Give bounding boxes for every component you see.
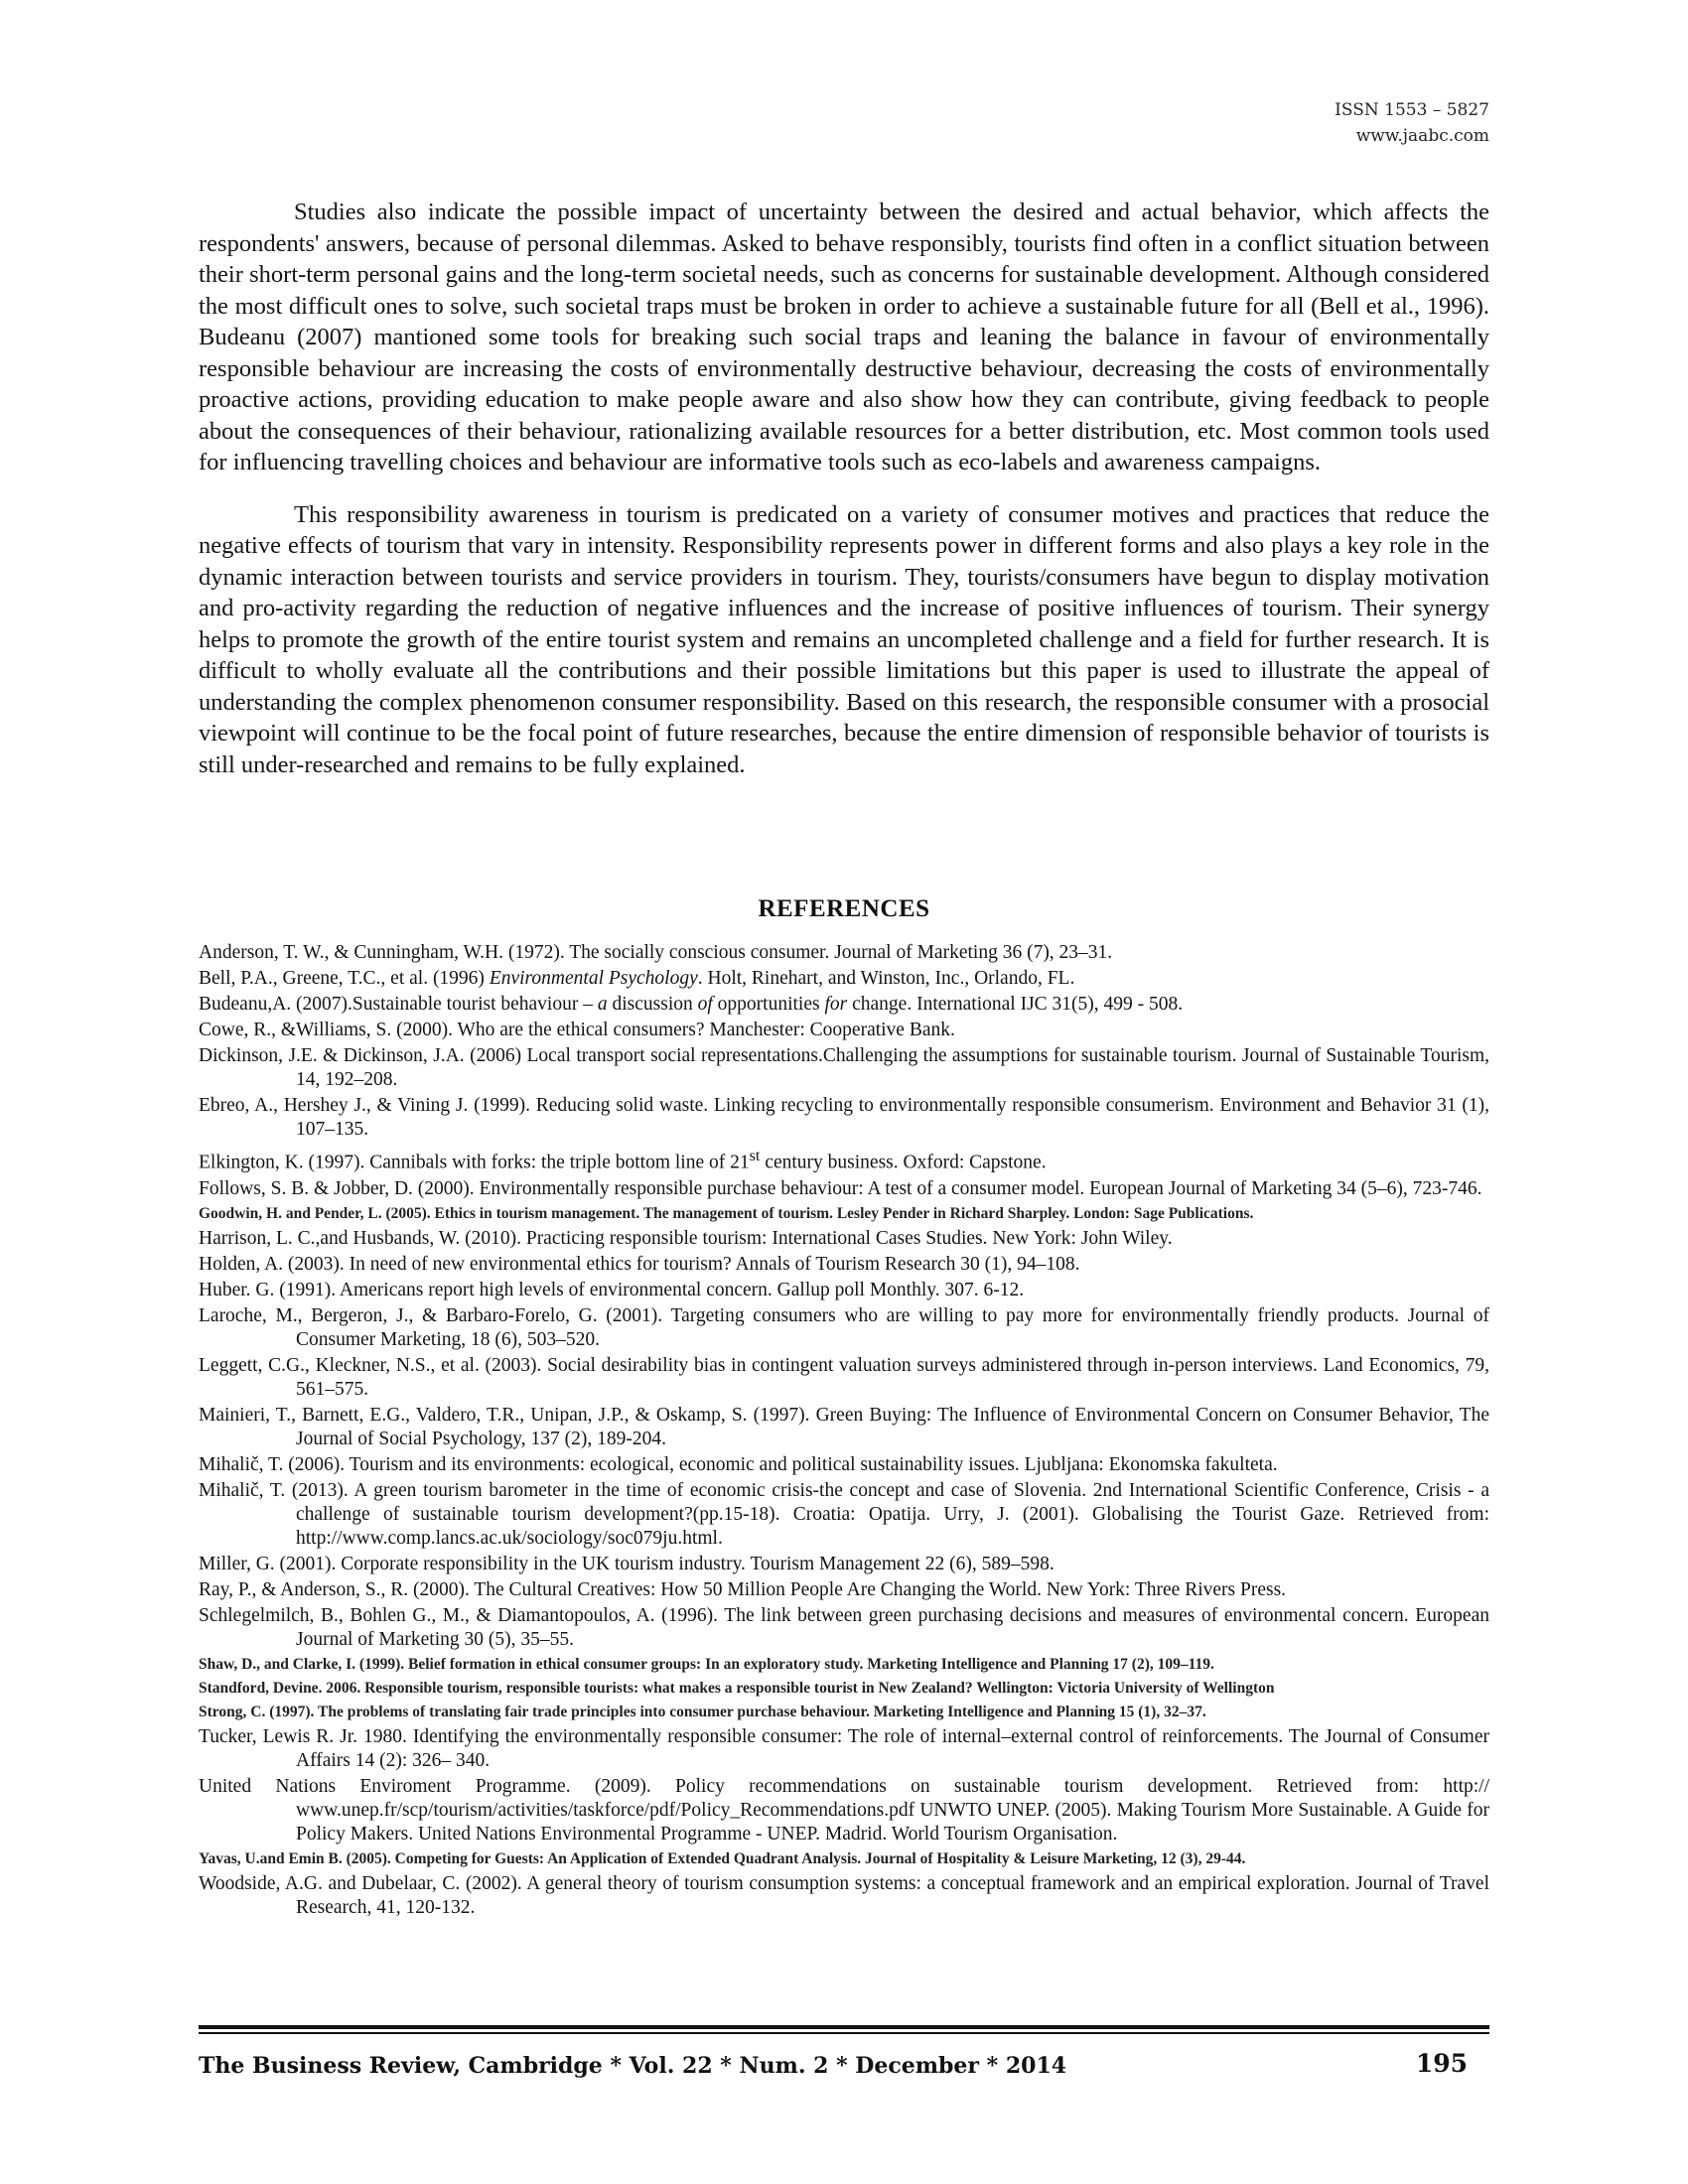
reference-item: Anderson, T. W., & Cunningham, W.H. (1972). The socially conscious consumer. Journal of Marketing 36 (7), 23–31. bbox=[199, 942, 1113, 963]
reference-item: Mihalič, T. (2013). A green tourism barometer in the time of economic crisis-the concept and case of Slovenia. 2nd International Scientific Conference, Crisis - a challenge of sustainable tourism development?(pp.15-18). Croatia: Opatija. Urry, J. (2001). Globalising the Tourist Gaze. Retrieved from: http://www.comp.lancs.ac.uk/sociology/soc079ju.html. bbox=[199, 1479, 1489, 1549]
reference-item: United Nations Enviroment Programme. (2009). Policy recommendations on sustainable tourism development. Retrieved from: http:// www.unep.fr/scp/tourism/activities/taskforce/pdf/Policy_Recommendations.pdf UNWTO UNEP. (2005). Making Tourism More Sustainable. A Guide for Policy Makers. United Nations Environmental Programme - UNEP. Madrid. World Tourism Organisation. bbox=[199, 1775, 1489, 1844]
reference-text: Budeanu,A. (2007).Sustainable tourist behaviour – bbox=[199, 994, 598, 1015]
body-text bbox=[199, 197, 1489, 801]
body-paragraph: This responsibility awareness in tourism is predicated on a variety of consumer motives and practices that reduce the negative effects of tourism that vary in intensity. Responsibility represents power in different forms and also plays a key role in the dynamic interaction between tourists and service providers in tourism. They, tourists/consumers have begun to display motivation and pro-activity regarding the reduction of negative influences and the increase of positive influences of tourism. Their synergy helps to promote the growth of the entire tourist system and remains an uncompleted challenge and a field for further research. It is difficult to wholly evaluate all the contributions and their possible limitations but this paper is used to illustrate the appeal of understanding the complex phenomenon consumer responsibility. Based on this research, the responsible consumer with a prosocial viewpoint will continue to be the focal point of future researches, because the entire dimension of responsible behavior of tourists is still under-researched and remains to be fully explained. bbox=[199, 500, 1489, 778]
reference-item: Standford, Devine. 2006. Responsible tourism, responsible tourists: what makes a responsible tourist in New Zealand? Wellington: Victoria University of Wellington bbox=[199, 1679, 1275, 1697]
reference-item: Mainieri, T., Barnett, E.G., Valdero, T.R., Unipan, J.P., & Oskamp, S. (1997). Green Buying: The Influence of Environmental Concern on Consumer Behavior, The Journal of Social Psychology, 137 (2), 189-204. bbox=[199, 1404, 1489, 1449]
reference-item: Harrison, L. C.,and Husbands, W. (2010). Practicing responsible tourism: International Cases Studies. New York: John Wiley. bbox=[199, 1227, 1173, 1249]
reference-item: Dickinson, J.E. & Dickinson, J.A. (2006) Local transport social representations.Challenging the assumptions for sustainable tourism. Journal of Sustainable Tourism, 14, 192–208. bbox=[199, 1045, 1489, 1090]
reference-item bbox=[199, 1144, 1489, 1175]
reference-item: Ebreo, A., Hershey J., & Vining J. (1999). Reducing solid waste. Linking recycling to environmentally responsible consumerism. Environment and Behavior 31 (1), 107–135. bbox=[199, 1095, 1489, 1140]
journal-header bbox=[1335, 97, 1489, 149]
reference-item: Laroche, M., Bergeron, J., & Barbaro-Forelo, G. (2001). Targeting consumers who are willing to pay more for environmentally friendly products. Journal of Consumer Marketing, 18 (6), 503–520. bbox=[199, 1304, 1489, 1350]
reference-text: Elkington, K. (1997). Cannibals with forks: the triple bottom line of 21 bbox=[199, 1152, 750, 1173]
footer-rule bbox=[199, 2032, 1489, 2034]
reference-item: Goodwin, H. and Pender, L. (2005). Ethics in tourism management. The management of tourism. Lesley Pender in Richard Sharpley. London: Sage Publications. bbox=[199, 1204, 1254, 1222]
reference-item: Woodside, A.G. and Dubelaar, C. (2002). A general theory of tourism consumption systems: a conceptual framework and an empirical exploration. Journal of Travel Research, 41, 120-132. bbox=[199, 1872, 1489, 1918]
reference-italic-word: of bbox=[697, 994, 713, 1015]
reference-item: Yavas, U.and Emin B. (2005). Competing for Guests: An Application of Extended Quadrant Analysis. Journal of Hospitality & Leisure Marketing, 12 (3), 29-44. bbox=[199, 1849, 1246, 1867]
reference-item: Strong, C. (1997). The problems of translating fair trade principles into consumer purchase behaviour. Marketing Intelligence and Planning 15 (1), 32–37. bbox=[199, 1703, 1206, 1720]
reference-item: Tucker, Lewis R. Jr. 1980. Identifying the environmentally responsible consumer: The role of internal–external control of reinforcements. The Journal of Consumer Affairs 14 (2): 326– 340. bbox=[199, 1725, 1489, 1771]
reference-text: . Holt, Rinehart, and Winston, Inc., Orlando, FL. bbox=[697, 968, 1075, 989]
page-number: 195 bbox=[1415, 2049, 1468, 2078]
reference-item: Follows, S. B. & Jobber, D. (2000). Environmentally responsible purchase behaviour: A test of a consumer model. European Journal of Marketing 34 (5–6), 723-746. bbox=[199, 1177, 1482, 1199]
reference-item: Shaw, D., and Clarke, I. (1999). Belief formation in ethical consumer groups: In an exploratory study. Marketing Intelligence and Planning 17 (2), 109–119. bbox=[199, 1655, 1214, 1673]
reference-item: Ray, P., & Anderson, S., R. (2000). The Cultural Creatives: How 50 Million People Are Changing the World. New York: Three Rivers Press. bbox=[199, 1578, 1287, 1600]
references-list bbox=[199, 941, 1489, 1922]
reference-text: Bell, P.A., Greene, T.C., et al. (1996) bbox=[199, 968, 490, 989]
references-heading: REFERENCES bbox=[758, 895, 930, 922]
reference-item: Leggett, C.G., Kleckner, N.S., et al. (2003). Social desirability bias in contingent valuation surveys administered through in-person interviews. Land Economics, 79, 561–575. bbox=[199, 1354, 1489, 1400]
reference-item: Huber. G. (1991). Americans report high levels of environmental concern. Gallup poll Monthly. 307. 6-12. bbox=[199, 1279, 1025, 1300]
reference-italic-word: for bbox=[824, 994, 848, 1015]
reference-item: Cowe, R., &Williams, S. (2000). Who are the ethical consumers? Manchester: Cooperative Bank. bbox=[199, 1020, 955, 1040]
footer-rule bbox=[199, 2025, 1489, 2029]
reference-text: change. International IJC 31(5), 499 - 508. bbox=[847, 994, 1184, 1015]
reference-text: opportunities bbox=[712, 994, 825, 1015]
journal-website: www.jaabc.com bbox=[1355, 126, 1489, 146]
reference-text: discussion bbox=[607, 994, 698, 1015]
body-paragraph: Studies also indicate the possible impact of uncertainty between the desired and actual behavior, which affects the respondents' answers, because of personal dilemmas. Asked to behave responsibly, tourists find often in a conflict situation between their short-term personal gains and the long-term societal needs, such as concerns for sustainable development. Although considered the most difficult ones to solve, such societal traps must be broken in order to achieve a sustainable future for all (Bell et al., 1996). Budeanu (2007) mantioned some tools for breaking such social traps and leaning the balance in favour of environmentally responsible behaviour are increasing the costs of environmentally destructive behaviour, decreasing the costs of environmentally proactive actions, providing education to make people aware and also show how they can contribute, giving feedback to people about the consequences of their behaviour, rationalizing available resources for a better distribution, etc. Most common tools used for influencing travelling choices and behaviour are informative tools such as eco-labels and awareness campaigns. bbox=[199, 199, 1489, 476]
reference-item: Mihalič, T. (2006). Tourism and its environments: ecological, economic and political sustainability issues. Ljubljana: Ekonomska fakulteta. bbox=[199, 1453, 1278, 1475]
reference-book-title: Environmental Psychology bbox=[489, 968, 698, 989]
reference-item: Holden, A. (2003). In need of new environmental ethics for tourism? Annals of Tourism Research 30 (1), 94–108. bbox=[199, 1253, 1080, 1275]
reference-item bbox=[199, 967, 1489, 991]
reference-superscript: st bbox=[749, 1147, 761, 1164]
footer-journal-info: The Business Review, Cambridge * Vol. 22 * Num. 2 * December * 2014 bbox=[199, 2053, 1067, 2079]
reference-item: Miller, G. (2001). Corporate responsibility in the UK tourism industry. Tourism Management 22 (6), 589–598. bbox=[199, 1553, 1055, 1574]
issn-label: ISSN 1553 – 5827 bbox=[1335, 100, 1489, 120]
reference-item: Schlegelmilch, B., Bohlen G., M., & Diamantopoulos, A. (1996). The link between green purchasing decisions and measures of environmental concern. European Journal of Marketing 30 (5), 35–55. bbox=[199, 1604, 1489, 1650]
reference-text: century business. Oxford: Capstone. bbox=[760, 1152, 1047, 1173]
reference-italic-word: a bbox=[597, 994, 608, 1015]
reference-item bbox=[199, 993, 1489, 1017]
